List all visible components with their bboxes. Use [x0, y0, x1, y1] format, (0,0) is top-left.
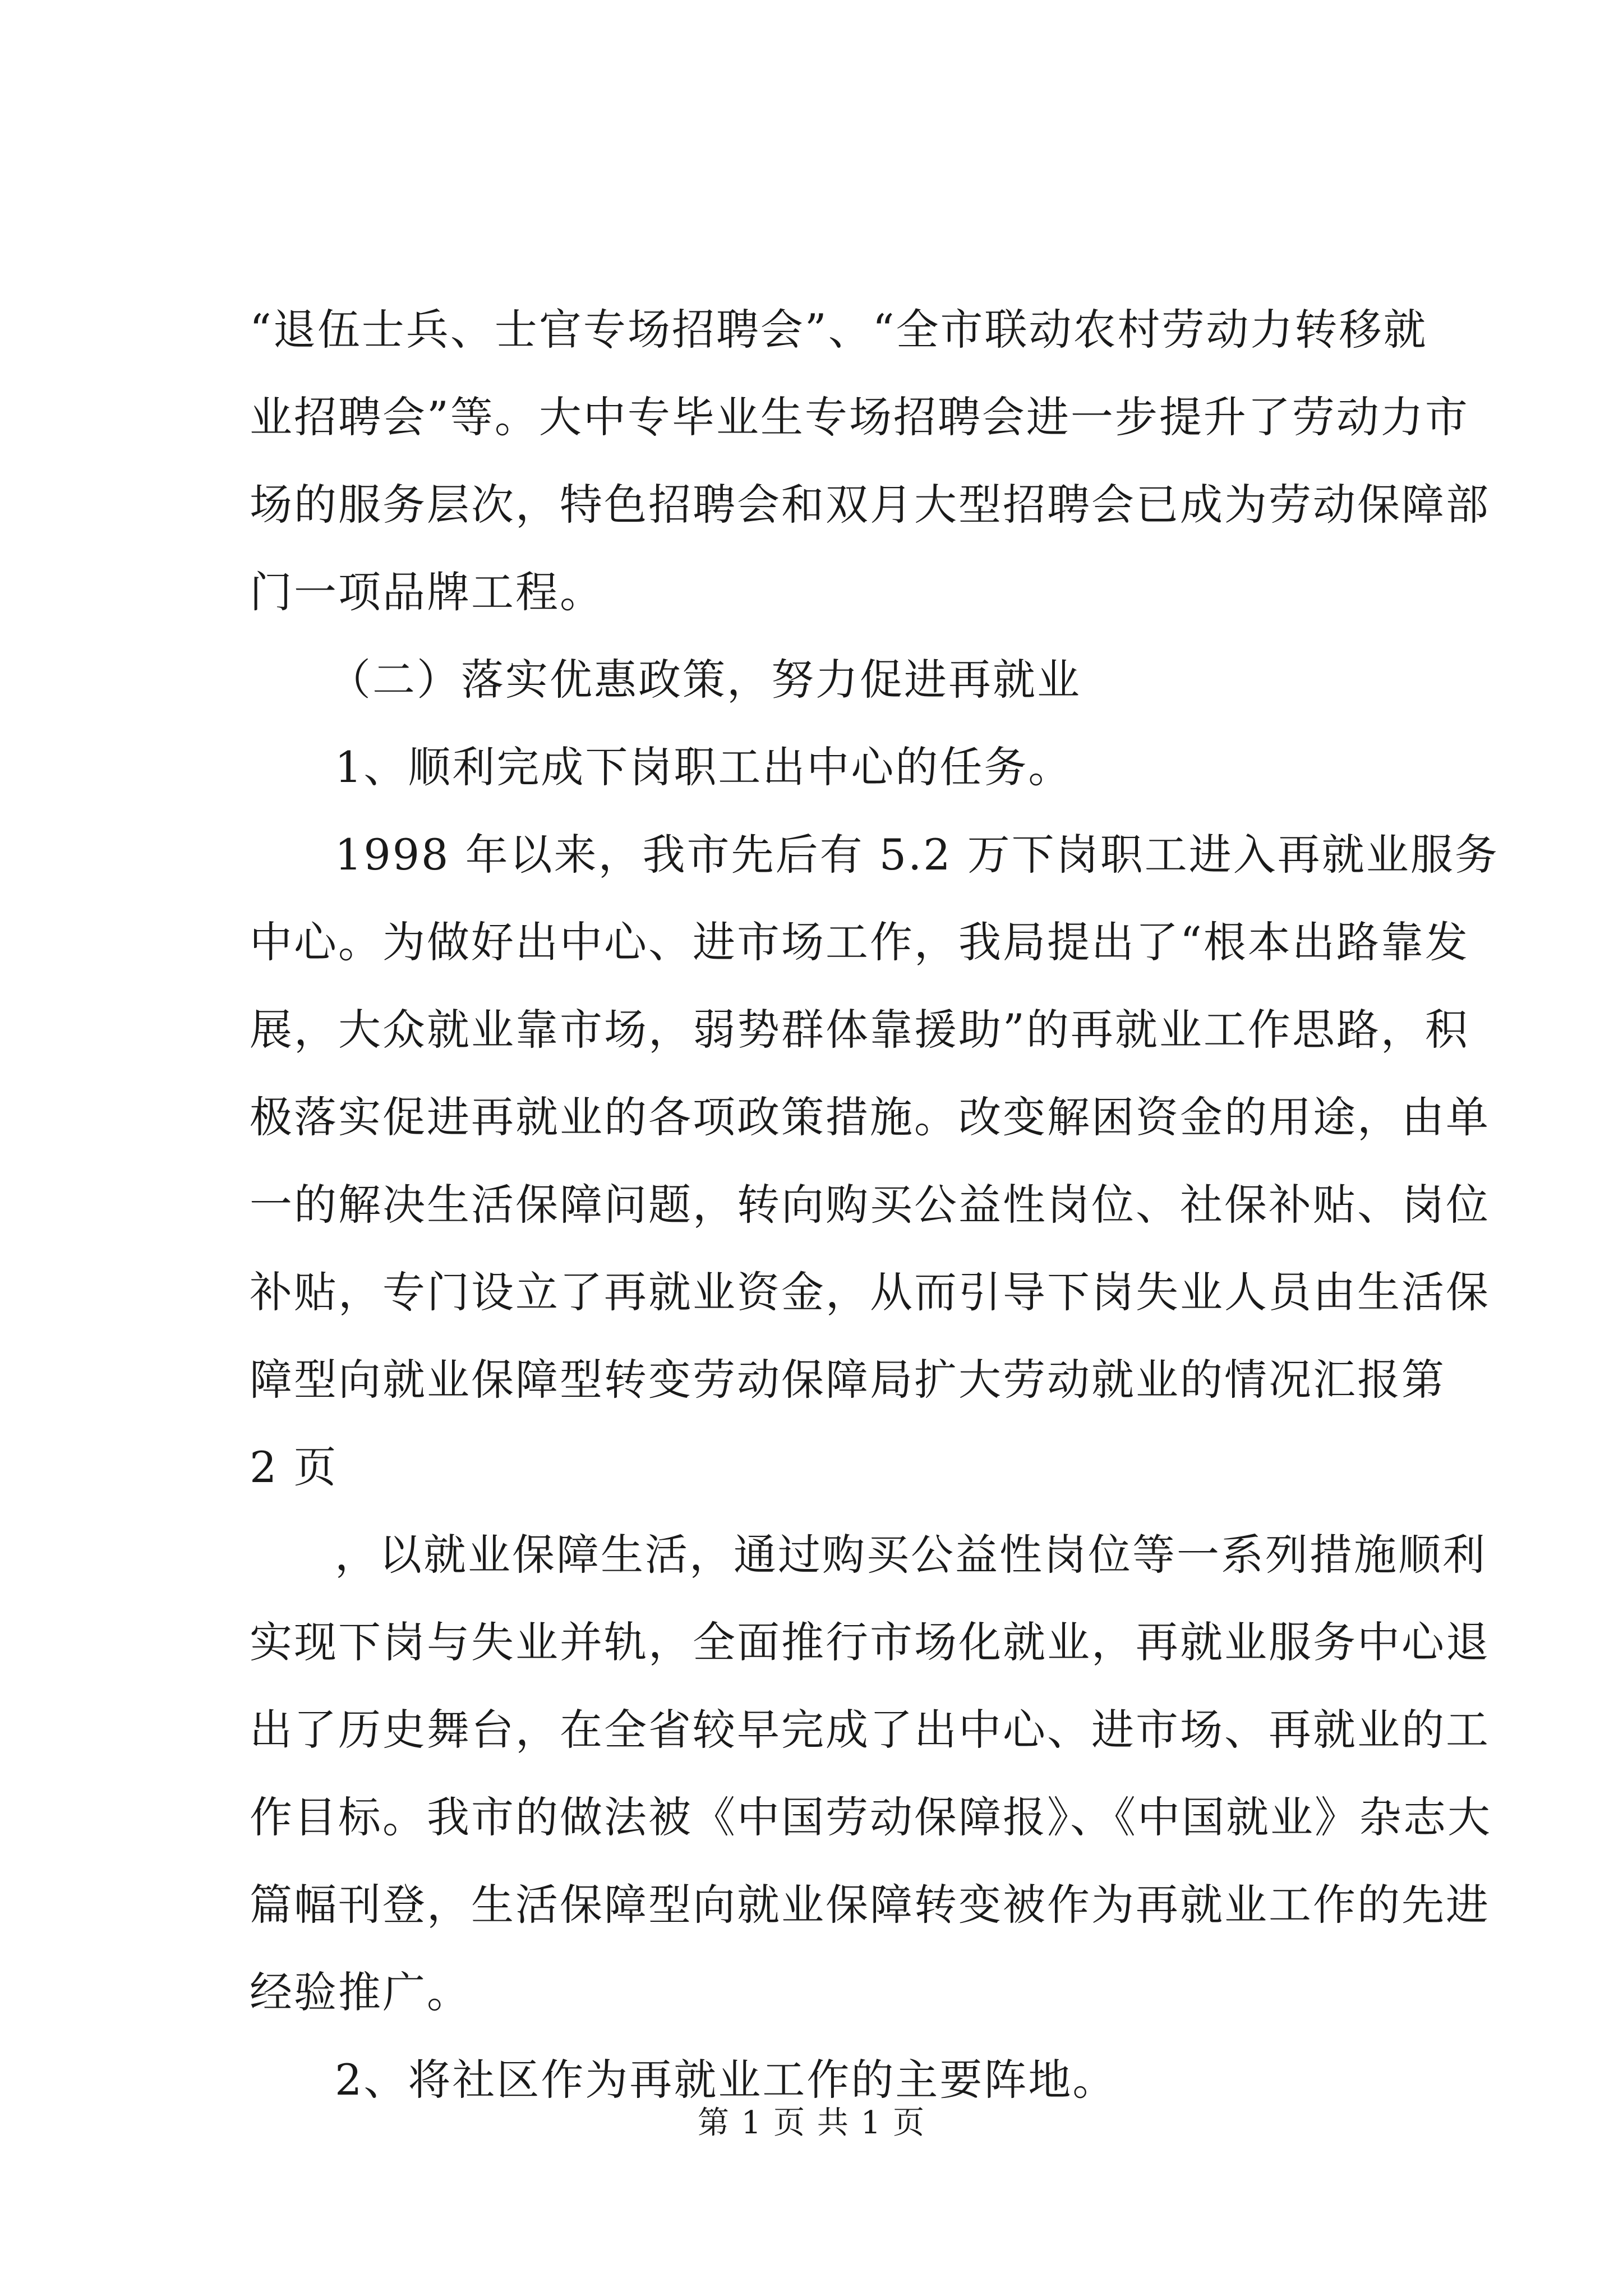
page-number-label: 第 1 页 共 1 页 — [697, 2105, 926, 2141]
subsection-heading: 2、将社区作为再就业工作的主要阵地。 — [335, 2055, 1117, 2105]
text-line: 篇幅刊登，生活保障型向就业保障转变被作为再就业工作的先进 — [250, 1880, 1490, 1930]
subsection-heading: 1、顺利完成下岗职工出中心的任务。 — [335, 742, 1073, 792]
text-line: ，以就业保障生活，通过购买公益性岗位等一系列措施顺利 — [335, 1530, 1487, 1580]
text-line: 出了历史舞台，在全省较早完成了出中心、进市场、再就业的工 — [250, 1705, 1490, 1755]
text-line: 2 页 — [250, 1442, 338, 1492]
text-line: 经验推广。 — [250, 1967, 471, 2017]
text-line: 展，大众就业靠市场，弱势群体靠援助”的再就业工作思路，积 — [250, 1005, 1469, 1055]
text-line: 实现下岗与失业并轨，全面推行市场化就业，再就业服务中心退 — [250, 1617, 1490, 1667]
text-line: 极落实促进再就业的各项政策措施。改变解困资金的用途，由单 — [250, 1092, 1490, 1142]
text-line: 1998 年以来，我市先后有 5.2 万下岗职工进入再就业服务 — [335, 830, 1499, 880]
text-line: 场的服务层次，特色招聘会和双月大型招聘会已成为劳动保障部 — [250, 480, 1490, 530]
text-line: 补贴，专门设立了再就业资金，从而引导下岗失业人员由生活保 — [250, 1267, 1490, 1317]
text-line: 一的解决生活保障问题，转向购买公益性岗位、社保补贴、岗位 — [250, 1180, 1490, 1230]
page-footer — [0, 2104, 1623, 2143]
text-line: 业招聘会”等。大中专毕业生专场招聘会进一步提升了劳动力市 — [250, 392, 1469, 442]
document-body — [250, 286, 1499, 2124]
text-line: 障型向就业保障型转变劳动保障局扩大劳动就业的情况汇报第 — [250, 1355, 1446, 1405]
text-line: 中心。为做好出中心、进市场工作，我局提出了“根本出路靠发 — [250, 917, 1469, 967]
text-line: 门一项品牌工程。 — [250, 567, 604, 617]
text-line: 作目标。我市的做法被《中国劳动保障报》、《中国就业》杂志大 — [250, 1792, 1492, 1842]
text-line: “退伍士兵、士官专场招聘会”、“全市联动农村劳动力转移就 — [250, 305, 1428, 355]
section-heading: （二）落实优惠政策，努力促进再就业 — [328, 655, 1081, 705]
